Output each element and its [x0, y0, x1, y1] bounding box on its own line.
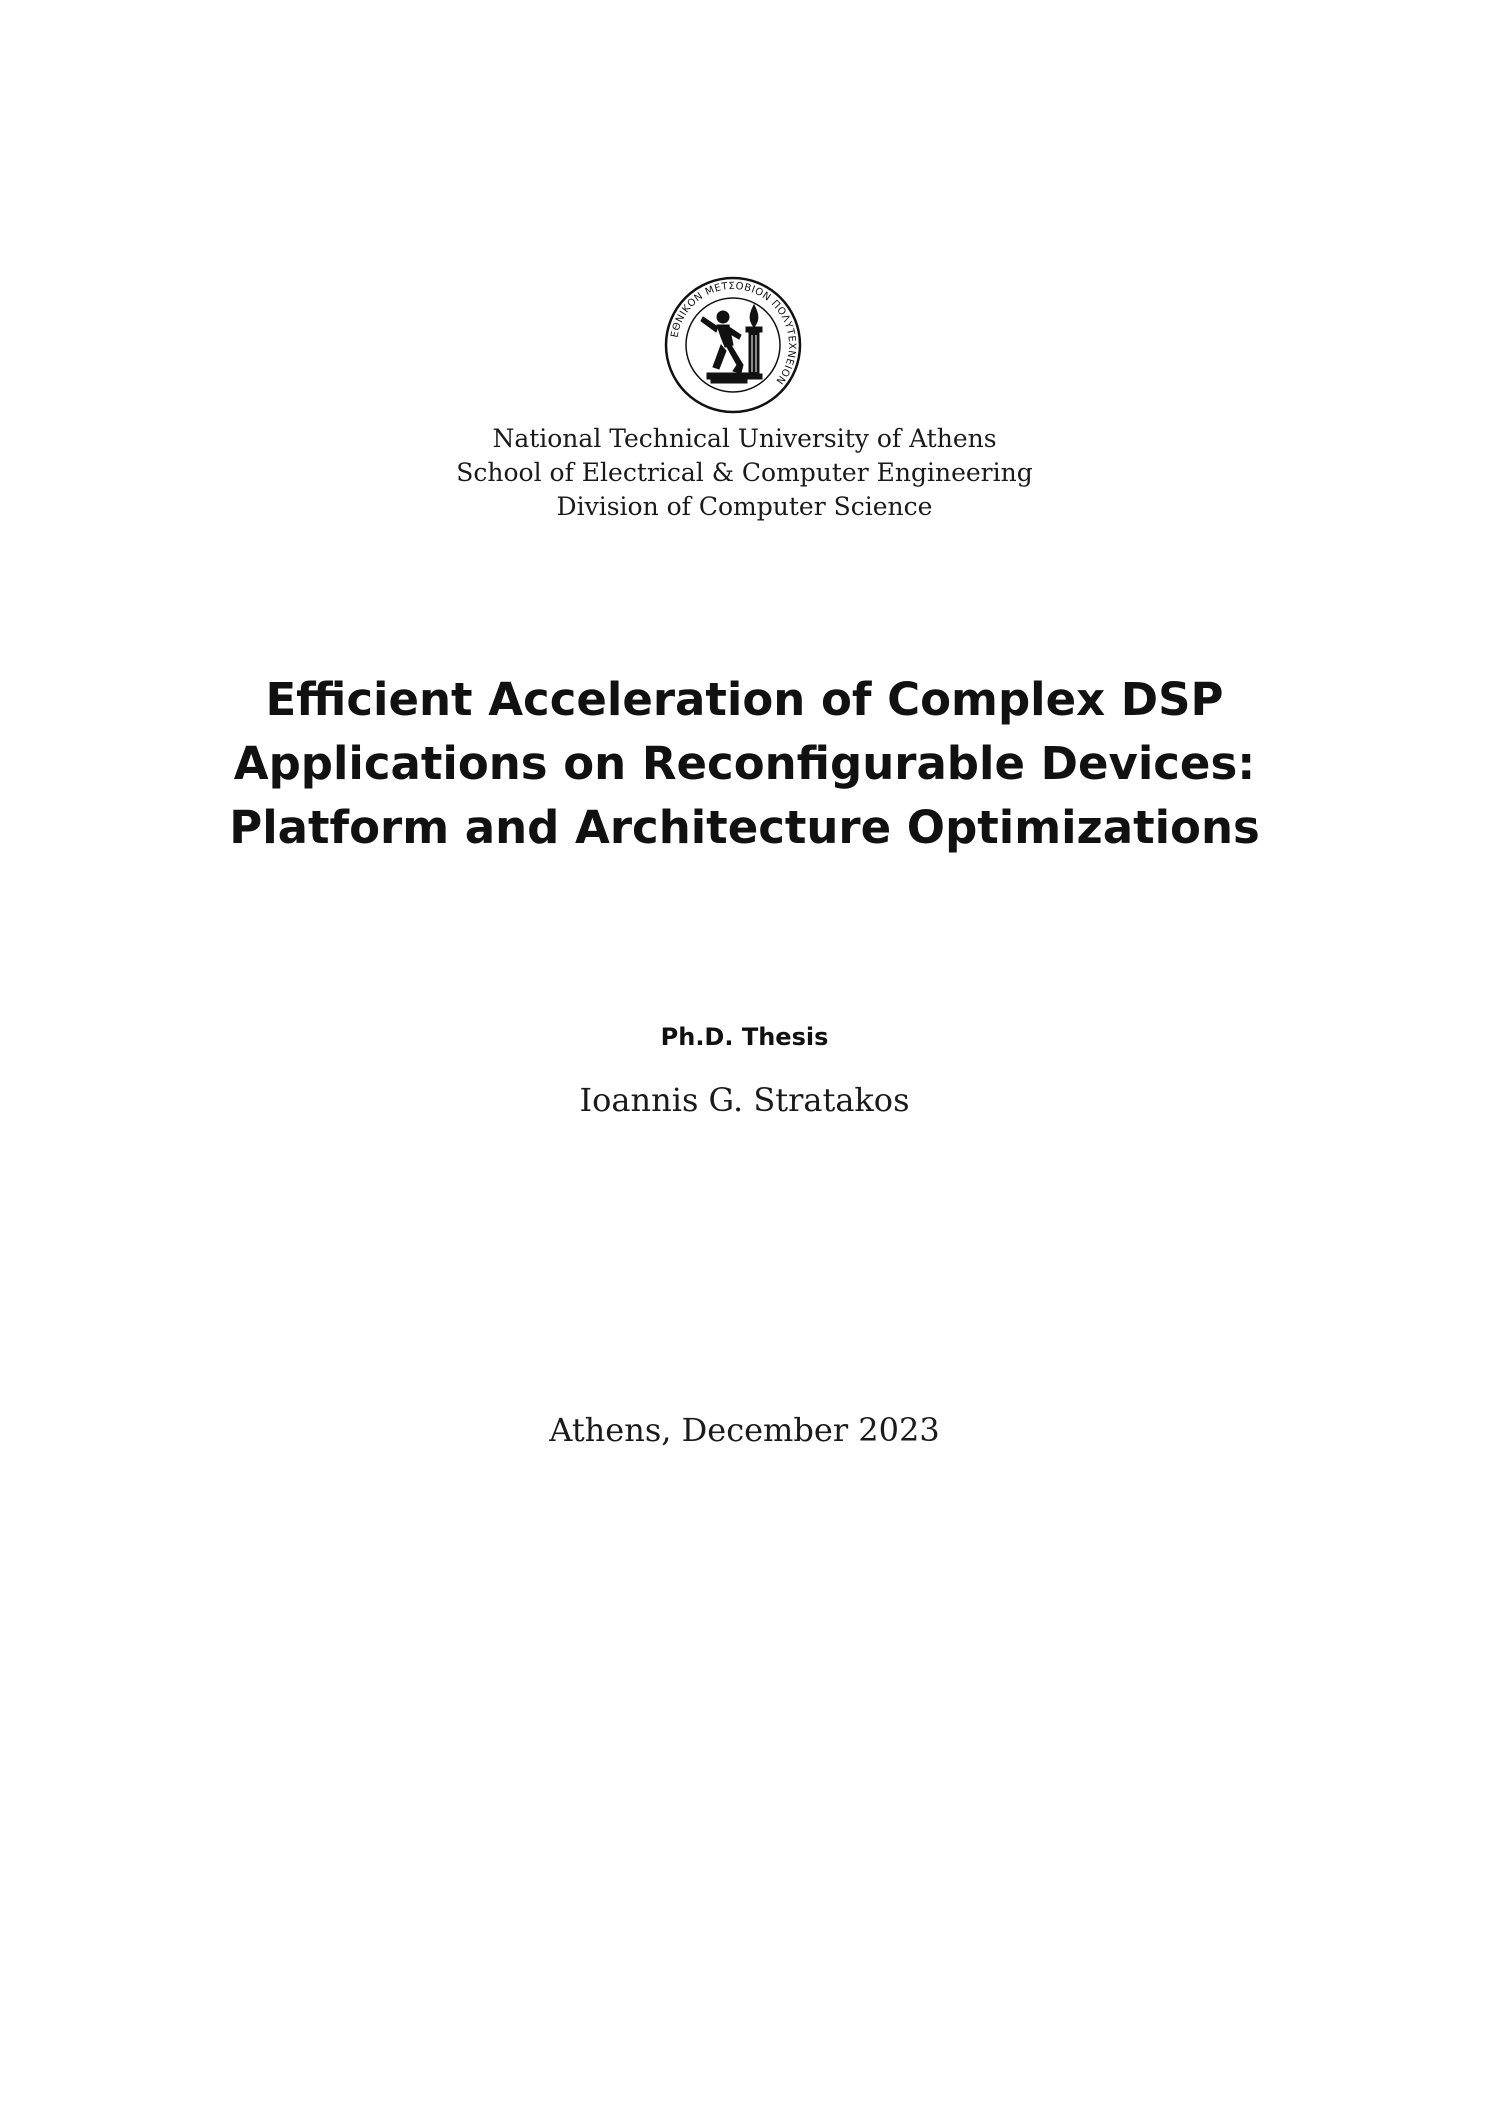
- thesis-title: [0, 668, 1489, 860]
- author-name: Ioannis G. Stratakos: [579, 1081, 910, 1119]
- title-line-3: Platform and Architecture Optimizations: [229, 801, 1260, 854]
- division-name: Division of Computer Science: [556, 492, 933, 521]
- document-type: Ph.D. Thesis: [660, 1023, 829, 1051]
- university-name: National Technical University of Athens: [492, 424, 997, 453]
- university-seal-icon: [663, 275, 803, 415]
- school-name: School of Electrical & Computer Engineering: [456, 458, 1033, 487]
- title-line-2: Applications on Reconfigurable Devices:: [233, 737, 1256, 790]
- institution-block: [0, 422, 1489, 524]
- svg-text:ΕΘΝΙΚΟΝ ΜΕΤΣΟΒΙΟΝ ΠΟΛΥΤΕΧΝΕΙΟΝ: ΕΘΝΙΚΟΝ ΜΕΤΣΟΒΙΟΝ ΠΟΛΥΤΕΧΝΕΙΟΝ: [669, 280, 798, 387]
- place-and-date: Athens, December 2023: [549, 1411, 940, 1449]
- title-line-1: Efficient Acceleration of Complex DSP: [265, 673, 1224, 726]
